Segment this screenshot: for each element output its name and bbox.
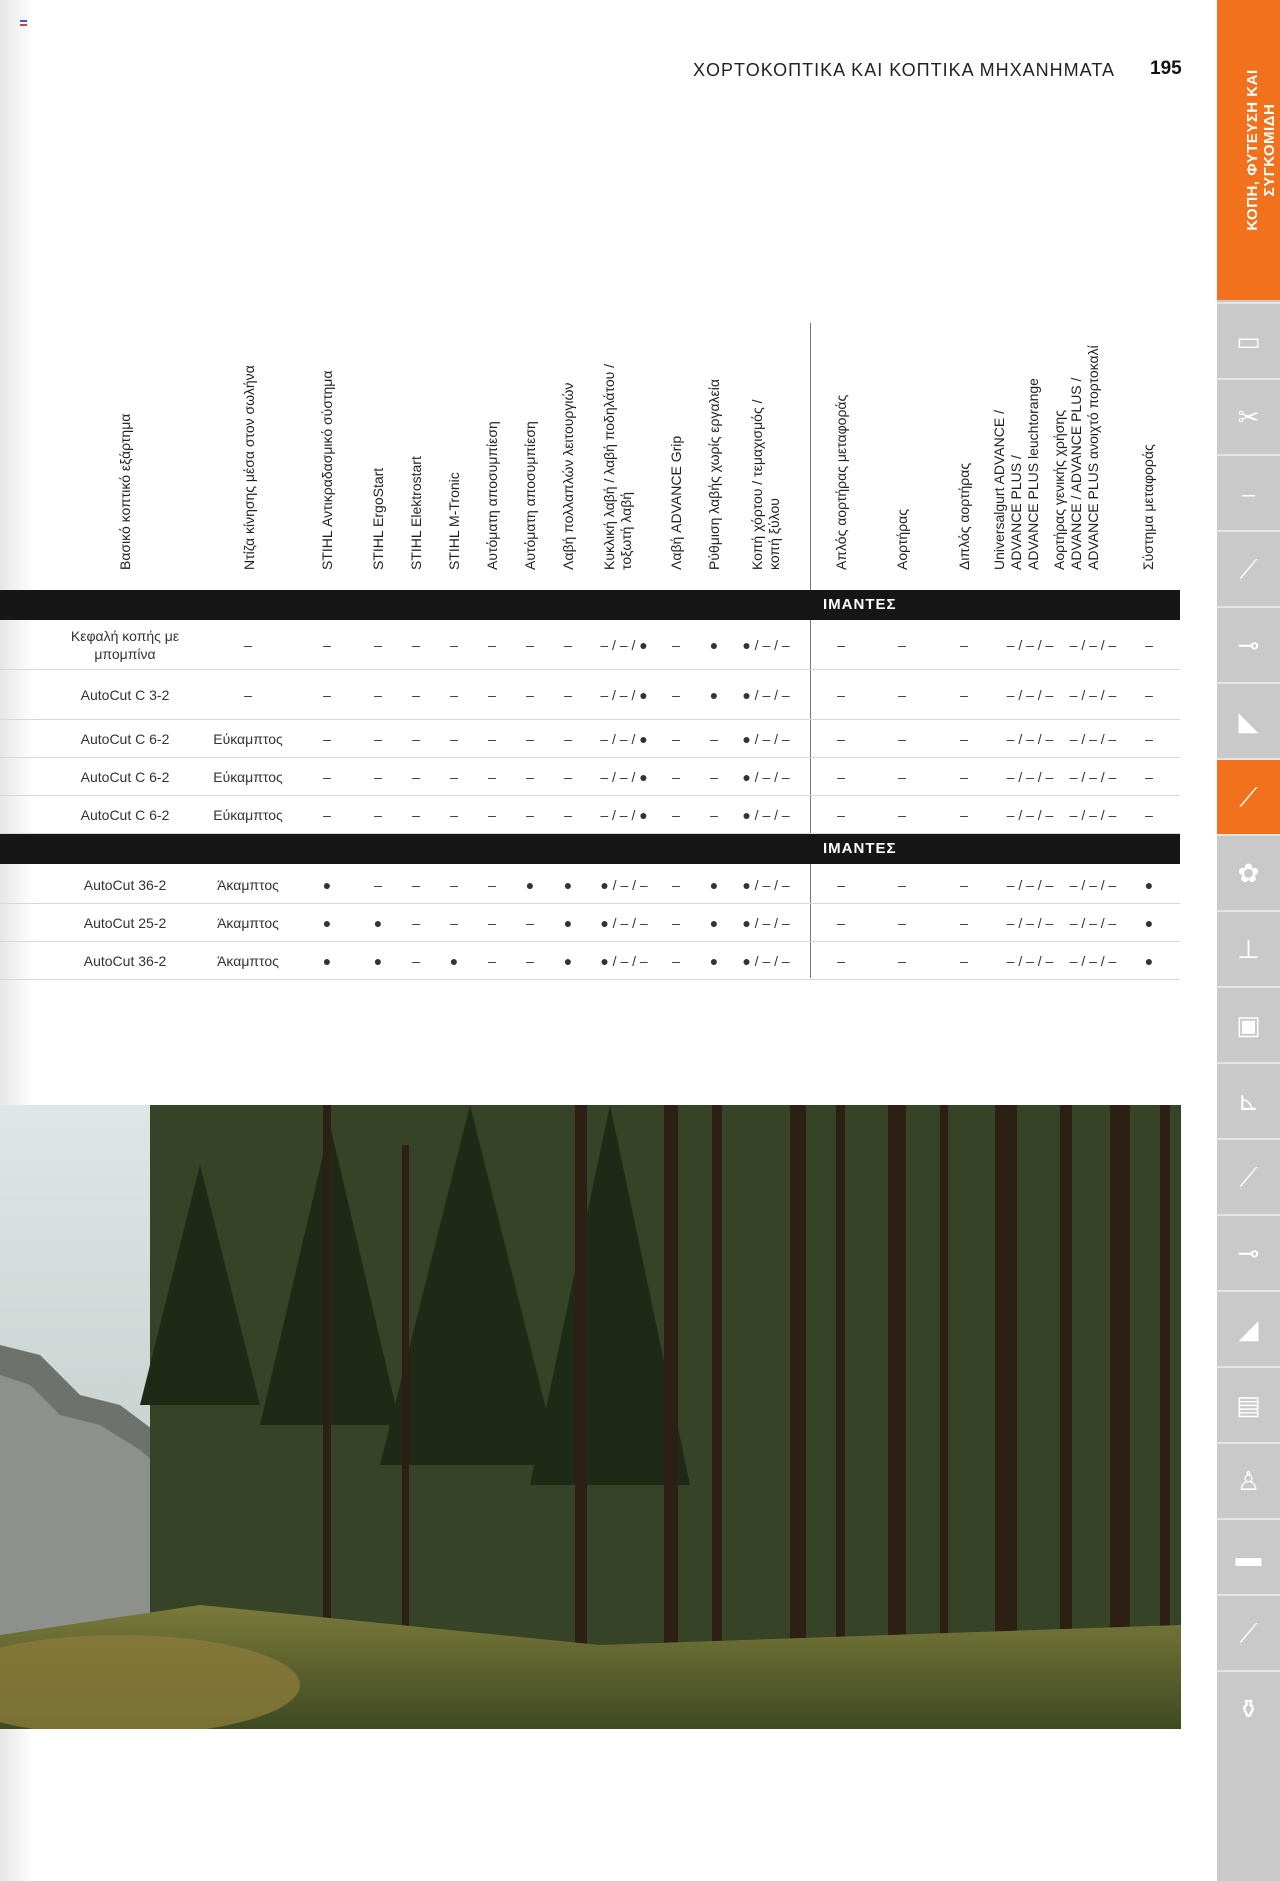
- table-cell: –: [488, 914, 496, 931]
- language-flag-icon[interactable]: [20, 20, 27, 26]
- sidebar-item-chainsaw[interactable]: [1217, 378, 1280, 454]
- vacuum-icon: ⊾: [1237, 1086, 1260, 1116]
- row-label: AutoCut 25-2: [83, 914, 167, 931]
- storage-icon: ▤: [1236, 1390, 1261, 1420]
- table-cell: – / – / –: [1069, 768, 1117, 785]
- table-cell: –: [960, 806, 968, 823]
- table-cell: –: [450, 914, 458, 931]
- table-cell: –: [837, 768, 845, 785]
- table-cell: –: [374, 876, 382, 893]
- table-cell: –: [564, 730, 572, 747]
- table-cell: –: [450, 636, 458, 653]
- table-cell: –: [412, 952, 420, 969]
- table-cell: ● / – / –: [742, 876, 790, 893]
- sidebar-item-earth-auger[interactable]: [1217, 910, 1280, 986]
- table-cell: ● / – / –: [742, 730, 790, 747]
- cleaner-icon: ⟋: [1239, 1618, 1258, 1648]
- table-cell: –: [526, 636, 534, 653]
- table-cell: –: [412, 768, 420, 785]
- table-cell: – / – / ●: [600, 636, 648, 653]
- sprayer-icon: ◢: [1238, 1314, 1259, 1344]
- clothing-icon: ♙: [1236, 1466, 1261, 1496]
- table-cell: –: [412, 686, 420, 703]
- row-label: AutoCut C 3-2: [80, 686, 170, 703]
- table-cell: –: [323, 686, 331, 703]
- table-cell: ● / – / –: [742, 686, 790, 703]
- table-cell: ●: [709, 914, 719, 931]
- table-cell: –: [323, 768, 331, 785]
- brushcutter-icon: ⟋: [1239, 554, 1258, 584]
- table-cell: –: [1145, 768, 1153, 785]
- sidebar-item-brushcutter[interactable]: [1217, 530, 1280, 606]
- category-sidebar: [1217, 0, 1280, 1881]
- table-cell: ●: [563, 914, 573, 931]
- table-cell: ●: [563, 952, 573, 969]
- table-row: [0, 796, 1180, 834]
- row-label: AutoCut 36-2: [83, 876, 167, 893]
- toolbox-icon: ▬: [1235, 1542, 1262, 1572]
- table-cell: –: [374, 636, 382, 653]
- table-cell: –: [672, 768, 680, 785]
- table-cell: –: [488, 730, 496, 747]
- sidebar-item-cleaner[interactable]: [1217, 1594, 1280, 1670]
- table-cell: – / – / ●: [600, 768, 648, 785]
- table-cell: ● / – / –: [742, 806, 790, 823]
- table-cell: –: [488, 686, 496, 703]
- table-cell: –: [564, 768, 572, 785]
- table-cell: –: [488, 806, 496, 823]
- table-cell: –: [488, 952, 496, 969]
- table-cell: –: [672, 952, 680, 969]
- table-cell: –: [898, 914, 906, 931]
- table-cell: – / – / –: [1006, 730, 1054, 747]
- table-cell: –: [488, 876, 496, 893]
- table-cell: –: [412, 806, 420, 823]
- table-cell: Εύκαμπτος: [213, 768, 283, 785]
- table-row: [0, 904, 1180, 942]
- table-cell: –: [1145, 636, 1153, 653]
- table-cell: –: [450, 876, 458, 893]
- table-cell: –: [564, 636, 572, 653]
- table-cell: ●: [449, 952, 459, 969]
- table-cell: –: [672, 914, 680, 931]
- table-cell: –: [526, 806, 534, 823]
- table-cell: –: [672, 806, 680, 823]
- table-cell: –: [898, 806, 906, 823]
- table-cell: – / – / –: [1006, 806, 1054, 823]
- table-cell: –: [450, 686, 458, 703]
- table-cell: –: [412, 730, 420, 747]
- table-row: [0, 620, 1180, 670]
- table-cell: –: [564, 806, 572, 823]
- table-row: [0, 942, 1180, 980]
- section-band: ΙΜΑΝΤΕΣ: [0, 834, 1180, 864]
- table-cell: ●: [709, 876, 719, 893]
- table-cell: –: [710, 768, 718, 785]
- table-cell: –: [960, 636, 968, 653]
- sidebar-item-tiller[interactable]: [1217, 834, 1280, 910]
- table-cell: ●: [322, 952, 332, 969]
- table-cell: –: [960, 768, 968, 785]
- table-cell: –: [323, 636, 331, 653]
- table-cell: –: [837, 952, 845, 969]
- table-cell: –: [710, 730, 718, 747]
- table-cell: –: [412, 636, 420, 653]
- row-label: AutoCut C 6-2: [80, 768, 170, 785]
- table-cell: –: [1145, 806, 1153, 823]
- table-cell: – / – / –: [1069, 806, 1117, 823]
- table-cell: –: [526, 952, 534, 969]
- table-row: [0, 866, 1180, 904]
- grass-trimmer-icon: ⟋: [1239, 782, 1258, 812]
- table-cell: –: [564, 686, 572, 703]
- page-number: 195: [1150, 58, 1182, 79]
- table-cell: –: [960, 952, 968, 969]
- table-cell: –: [837, 686, 845, 703]
- table-cell: – / – / –: [1006, 686, 1054, 703]
- table-cell: –: [960, 876, 968, 893]
- table-cell: – / – / ●: [600, 806, 648, 823]
- table-cell: ● / – / –: [742, 768, 790, 785]
- chainsaw-icon: ✂: [1237, 402, 1260, 432]
- table-cell: ● / – / –: [600, 914, 648, 931]
- table-row: [0, 670, 1180, 720]
- sidebar-item-clothing[interactable]: [1217, 1442, 1280, 1518]
- table-cell: –: [450, 806, 458, 823]
- active-category-tab[interactable]: [1217, 0, 1280, 300]
- table-cell: –: [374, 806, 382, 823]
- table-cell: –: [898, 768, 906, 785]
- table-cell: ●: [322, 876, 332, 893]
- table-cell: –: [710, 806, 718, 823]
- sidebar-item-pole-pruner[interactable]: [1217, 1138, 1280, 1214]
- sidebar-item-hedge-trimmer[interactable]: [1217, 454, 1280, 530]
- sidebar-item-toolbox[interactable]: [1217, 1518, 1280, 1594]
- table-cell: –: [898, 686, 906, 703]
- table-cell: –: [374, 768, 382, 785]
- table-cell: –: [412, 876, 420, 893]
- pole-pruner-icon: ⟋: [1239, 1162, 1258, 1192]
- forest-photo: [0, 1105, 1181, 1729]
- lawn-mower-icon: ◣: [1238, 706, 1259, 736]
- table-cell: –: [526, 686, 534, 703]
- spray-bottle-icon: ⚱: [1237, 1694, 1260, 1724]
- table-cell: –: [1145, 730, 1153, 747]
- table-cell: –: [837, 914, 845, 931]
- table-cell: – / – / ●: [600, 730, 648, 747]
- tiller-icon: ✿: [1237, 858, 1260, 888]
- pole-saw-icon: ⊸: [1237, 630, 1260, 660]
- table-row: [0, 758, 1180, 796]
- table-cell: –: [488, 636, 496, 653]
- table-cell: ●: [373, 952, 383, 969]
- sidebar-item-sprayer[interactable]: [1217, 1290, 1280, 1366]
- category-label: ΚΟΠΗ, ΦΥΤΕΥΣΗ ΚΑΙ ΣΥΓΚΟΜΙΔΗ: [1244, 69, 1278, 231]
- table-cell: – / – / –: [1069, 876, 1117, 893]
- table-cell: – / – / –: [1006, 636, 1054, 653]
- page-header-title: ΧΟΡΤΟΚΟΠΤΙΚΑ ΚΑΙ ΚΟΠΤΙΚΑ ΜΗΧΑΝΗΜΑΤΑ: [693, 60, 1115, 80]
- row-label: AutoCut 36-2: [83, 952, 167, 969]
- table-cell: ●: [563, 876, 573, 893]
- table-cell: ●: [322, 914, 332, 931]
- table-cell: –: [837, 636, 845, 653]
- row-label: AutoCut C 6-2: [80, 730, 170, 747]
- table-cell: –: [244, 686, 252, 703]
- table-row: [0, 720, 1180, 758]
- table-cell: –: [1145, 686, 1153, 703]
- table-cell: –: [450, 730, 458, 747]
- table-cell: – / – / –: [1069, 730, 1117, 747]
- section-band: ΙΜΑΝΤΕΣ: [0, 590, 1180, 620]
- table-cell: –: [374, 686, 382, 703]
- table-cell: Άκαμπτος: [217, 876, 279, 893]
- sidebar-item-shredder[interactable]: [1217, 986, 1280, 1062]
- table-cell: ● / – / –: [742, 636, 790, 653]
- blower-icon: ⊸: [1237, 1238, 1260, 1268]
- table-cell: –: [898, 636, 906, 653]
- table-cell: ● / – / –: [742, 914, 790, 931]
- table-cell: –: [526, 914, 534, 931]
- table-cell: ●: [525, 876, 535, 893]
- table-cell: –: [837, 876, 845, 893]
- table-cell: –: [960, 686, 968, 703]
- table-cell: –: [898, 730, 906, 747]
- table-cell: ● / – / –: [742, 952, 790, 969]
- table-cell: – / – / –: [1006, 914, 1054, 931]
- table-cell: ●: [709, 636, 719, 653]
- table-cell: – / – / –: [1069, 636, 1117, 653]
- table-cell: –: [526, 730, 534, 747]
- table-cell: –: [412, 914, 420, 931]
- sidebar-item-lawn-mower[interactable]: [1217, 682, 1280, 758]
- table-cell: ●: [373, 914, 383, 931]
- sidebar-item-storage[interactable]: [1217, 1366, 1280, 1442]
- table-cell: –: [450, 768, 458, 785]
- sidebar-item-battery[interactable]: [1217, 302, 1280, 378]
- sidebar-item-blower[interactable]: [1217, 1214, 1280, 1290]
- sidebar-item-grass-trimmer[interactable]: [1217, 758, 1280, 834]
- row-label: AutoCut C 6-2: [80, 806, 170, 823]
- table-cell: ● / – / –: [600, 876, 648, 893]
- battery-icon: ▭: [1236, 326, 1261, 356]
- table-cell: ●: [1144, 914, 1154, 931]
- table-cell: – / – / –: [1069, 952, 1117, 969]
- shredder-icon: ▣: [1236, 1010, 1261, 1040]
- table-cell: – / – / –: [1006, 876, 1054, 893]
- table-cell: ●: [709, 686, 719, 703]
- sidebar-item-pole-saw[interactable]: [1217, 606, 1280, 682]
- table-cell: –: [374, 730, 382, 747]
- table-cell: –: [323, 730, 331, 747]
- table-cell: –: [526, 768, 534, 785]
- table-cell: ●: [709, 952, 719, 969]
- table-cell: Εύκαμπτος: [213, 730, 283, 747]
- table-cell: –: [244, 636, 252, 653]
- table-cell: Άκαμπτος: [217, 914, 279, 931]
- table-cell: – / – / –: [1069, 914, 1117, 931]
- table-cell: –: [898, 876, 906, 893]
- table-cell: ● / – / –: [600, 952, 648, 969]
- table-cell: –: [898, 952, 906, 969]
- table-cell: –: [837, 806, 845, 823]
- row-label: Κεφαλή κοπής με μπομπίνα: [70, 627, 180, 662]
- earth-auger-icon: ⊥: [1237, 934, 1260, 964]
- table-cell: Άκαμπτος: [217, 952, 279, 969]
- table-cell: –: [672, 730, 680, 747]
- table-cell: –: [960, 730, 968, 747]
- table-cell: –: [837, 730, 845, 747]
- table-cell: –: [672, 876, 680, 893]
- table-cell: – / – / ●: [600, 686, 648, 703]
- table-cell: –: [672, 686, 680, 703]
- table-cell: – / – / –: [1006, 768, 1054, 785]
- table-cell: – / – / –: [1006, 952, 1054, 969]
- hedge-trimmer-icon: ⎯: [1241, 478, 1255, 508]
- table-cell: Εύκαμπτος: [213, 806, 283, 823]
- table-cell: –: [323, 806, 331, 823]
- sidebar-item-vacuum[interactable]: [1217, 1062, 1280, 1138]
- table-cell: ●: [1144, 876, 1154, 893]
- table-cell: ●: [1144, 952, 1154, 969]
- table-cell: –: [488, 768, 496, 785]
- table-cell: –: [672, 636, 680, 653]
- sidebar-item-spray-bottle[interactable]: [1217, 1670, 1280, 1746]
- table-cell: –: [960, 914, 968, 931]
- table-cell: – / – / –: [1069, 686, 1117, 703]
